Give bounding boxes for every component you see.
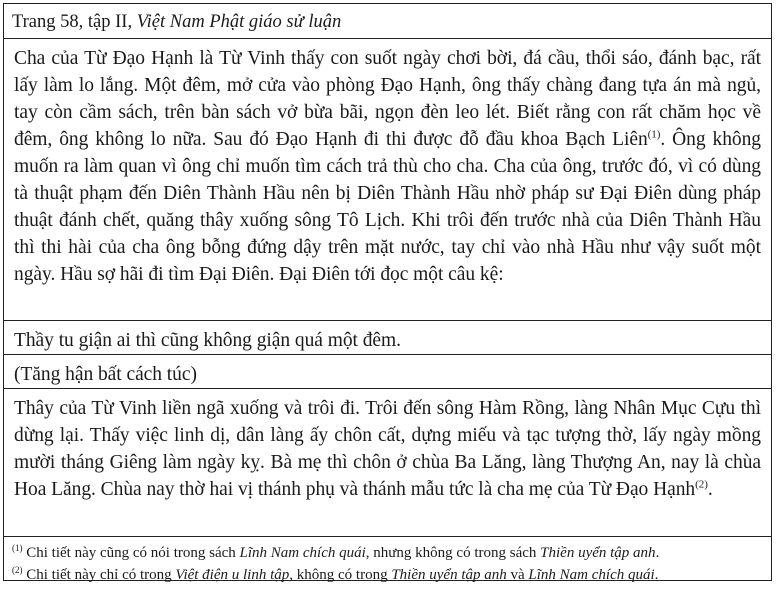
source-header	[4, 4, 771, 39]
footnote-1-title-b: Thiền uyển tập anh	[540, 545, 656, 561]
footnote-ref-1[interactable]: (1)	[647, 128, 661, 141]
paragraph-1-text-b: . Ông không muốn ra làm quan vì ông chỉ muốn tìm cách trả thù cho cha. Cha của ông, trước đó, vì có dùng tà thuật phạm đến Diên Thành Hầu nên bị Diên Thành Hầu nhờ pháp sư Đại Điên dùng pháp thuật đánh chết, quăng thây xuống sông Tô Lịch. Khi trôi đến trước nhà của Diên Thành Hầu thì thi hài của cha ông bỗng đứng dậy trên mặt nước, tay chỉ vào nhà Hầu như vậy suốt một ngày. Hầu sợ hãi đi tìm Đại Điên. Đại Điên tới đọc một câu kệ:	[14, 129, 761, 285]
footnote-1-text-c: .	[655, 545, 660, 561]
footnote-1	[12, 542, 763, 564]
footnotes-section	[4, 537, 771, 597]
footnote-1-title-a: Lĩnh Nam chích quái	[239, 545, 366, 561]
quote-box	[3, 3, 772, 581]
footnote-2-text-a: Chi tiết này chỉ có trong	[22, 567, 176, 583]
verse-vietnamese: Thầy tu giận ai thì cũng không giận quá một đêm.	[14, 330, 401, 351]
footnote-ref-2[interactable]: (2)	[695, 478, 708, 491]
source-book-title: Việt Nam Phật giáo sử luận	[136, 12, 342, 32]
footnote-2	[12, 564, 763, 586]
paragraph-1-text-a: Cha của Từ Đạo Hạnh là Từ Vinh thấy con suốt ngày chơi bời, đá cầu, thổi sáo, đánh bạc, rất lấy làm lo lắng. Một đêm, mở cửa vào phòng Đạo Hạnh, ông thấy chàng đang tựa án mà ngủ, tay còn cầm sách, trên bàn sách vở bừa bãi, ngọn đèn leo lét. Biết rằng con rất chăm học về đêm, ông không lo nữa. Sau đó Đạo Hạnh đi thi được đỗ đầu khoa Bạch Liên	[14, 48, 761, 150]
footnote-2-title-b: Thiền uyển tập anh	[391, 567, 507, 583]
source-page-ref: Trang 58, tập II,	[12, 12, 137, 32]
footnote-2-text-b: , không có trong	[289, 567, 392, 583]
footnote-1-mark: (1)	[12, 543, 23, 553]
footnote-1-text-b: , nhưng không có trong sách	[365, 545, 541, 561]
verse-hanviet-row	[4, 355, 771, 389]
footnote-2-text-d: .	[654, 567, 659, 583]
verse-hanviet: (Tăng hận bất cách túc)	[14, 364, 197, 385]
footnote-2-title-a: Việt điện u linh tập	[175, 567, 290, 583]
footnote-1-text-a: Chi tiết này cũng có nói trong sách	[22, 545, 240, 561]
footnote-2-title-c: Lĩnh Nam chích quái	[528, 567, 655, 583]
paragraph-2-text-b: .	[707, 479, 713, 500]
verse-vietnamese-row	[4, 321, 771, 355]
footnote-2-mark: (2)	[12, 565, 23, 575]
main-paragraph-1	[4, 39, 771, 321]
footnote-2-text-c: và	[506, 567, 529, 583]
main-paragraph-2	[4, 389, 771, 537]
paragraph-2-text-a: Thây của Từ Vinh liền ngã xuống và trôi đi. Trôi đến sông Hàm Rồng, làng Nhân Mục Cựu thì dừng lại. Thấy việc linh dị, dân làng ấy chôn cất, dựng miếu và tạc tượng thờ, lấy ngày mồng mười tháng Giêng làm ngày kỵ. Bà mẹ thì chôn ở chùa Ba Lăng, làng Thượng An, nay là chùa Hoa Lăng. Chùa nay thờ hai vị thánh phụ và thánh mẫu tức là cha mẹ của Từ Đạo Hạnh	[14, 398, 761, 500]
